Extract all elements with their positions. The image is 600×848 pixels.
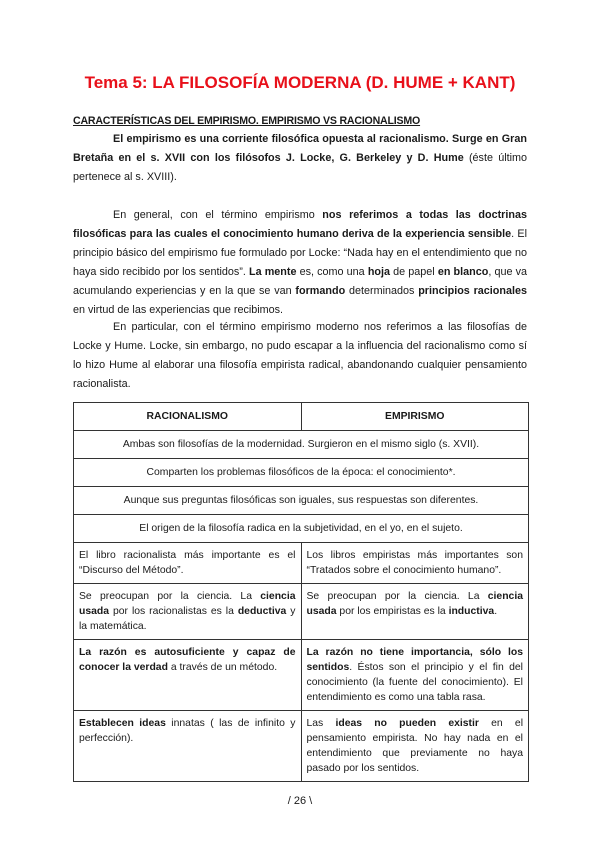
racionalismo-cell (74, 543, 302, 584)
bold-text: en blanco (437, 266, 489, 278)
section-heading: CARACTERÍSTICAS DEL EMPIRISMO. EMPIRISMO VS RACIONALISMO (73, 115, 421, 127)
text-segment: (éste último pertenece al s. XVIII). (73, 152, 527, 183)
text-segment: en el pensamiento empirista. No hay nada en el entendimiento que previamente no haya pasado por los sentidos. (306, 718, 524, 774)
bold-text: Establecen (79, 718, 140, 729)
bold-text: La razón no tiene importancia, sólo los sentidos (306, 647, 523, 673)
bold-text: deductiva (237, 606, 287, 617)
page-number: / 26 \ (287, 795, 313, 807)
text-segment: En particular, con el término empirismo moderno nos referimos a las filosofías de Locke y Hume. Locke, sin embargo, no pudo escapar a la influencia del racionalismo como sí lo hizo Hume al elaborar una filosofía empirista radical, abandonando cualquier pensamiento racionalista. (73, 321, 527, 390)
text-segment: Se preocupan por la ciencia. La (306, 591, 488, 602)
bold-text: hoja (367, 266, 391, 278)
text-segment: Las (306, 718, 336, 729)
text-segment: El libro racionalista más importante es el “Discurso del Método”. (79, 550, 296, 576)
page-title: Tema 5: LA FILOSOFÍA MODERNA (D. HUME + KANT) (84, 73, 516, 92)
paragraph (73, 130, 527, 187)
bold-text: inductiva (448, 606, 495, 617)
text-segment: por los empiristas es la (336, 606, 449, 617)
comparison-table (73, 402, 529, 782)
shared-cell: Ambas son filosofías de la modernidad. Surgieron en el mismo siglo (s. XVII). (74, 431, 529, 459)
bold-text: El empirismo es una corriente filosófica opuesta al racionalismo. Surge en Gran Bretaña en el s. XVII con los filósofos J. Locke, G. Berkeley y D. Hume (73, 133, 527, 164)
racionalismo-cell (74, 711, 302, 782)
bold-text: ideas (139, 718, 166, 729)
column-header-empirismo: EMPIRISMO (301, 403, 529, 431)
table-row (74, 640, 529, 711)
text-segment: , que va acumulando experiencias y en la que se van (73, 266, 527, 297)
text-segment: innatas ( las de infinito y perfección). (79, 718, 296, 744)
text-segment: Se preocupan por la ciencia. La (79, 591, 261, 602)
text-segment: y la matemática. (79, 606, 296, 632)
shared-cell: Comparten los problemas filosóficos de la época: el conocimiento*. (74, 459, 529, 487)
text-segment: es, como una (296, 266, 368, 278)
text-segment: de papel (390, 266, 438, 278)
bold-text: La razón es autosuficiente y capaz de conocer la verdad (79, 647, 296, 673)
text-segment: en virtud de las experiencias que recibimos. (73, 304, 284, 316)
table-row (74, 584, 529, 640)
shared-cell: El origen de la filosofía radica en la subjetividad, en el yo, en el sujeto. (74, 515, 529, 543)
racionalismo-cell (74, 640, 302, 711)
text-segment: En general, con el término empirismo (113, 209, 323, 221)
empirismo-cell (301, 584, 529, 640)
table-row (74, 711, 529, 782)
table-row (74, 487, 529, 515)
bold-text: nos referimos a todas las doctrinas filosóficas para las cuales el conocimiento humano deriva de la experiencia sensible (73, 209, 527, 240)
bold-text: ciencia usada (306, 591, 523, 617)
table-row (74, 459, 529, 487)
column-header-racionalismo: RACIONALISMO (74, 403, 302, 431)
paragraph (73, 206, 527, 320)
bold-text: principios racionales (418, 285, 527, 297)
paragraph (73, 318, 527, 394)
text-segment: a través de un método. (167, 662, 278, 673)
text-segment: . Éstos son el principio y el fin del conocimiento (la fuente del conocimiento). El entendimiento es como una tabla rasa. (306, 662, 523, 703)
racionalismo-cell (74, 584, 302, 640)
bold-text: formando (295, 285, 346, 297)
table-row (74, 515, 529, 543)
empirismo-cell (301, 711, 529, 782)
table-row (74, 543, 529, 584)
bold-text: La mente (248, 266, 297, 278)
text-segment: por los racionalistas es la (109, 606, 238, 617)
text-segment: . (494, 606, 498, 617)
bold-text: ciencia usada (79, 591, 296, 617)
text-segment: determinados (345, 285, 419, 297)
text-segment: . El principio básico del empirismo fue formulado por Locke: “Nada hay en el entendimiento que no haya sido recibido por los sentidos”. (73, 228, 527, 278)
table-row (74, 431, 529, 459)
shared-cell: Aunque sus preguntas filosóficas son iguales, sus respuestas son diferentes. (74, 487, 529, 515)
empirismo-cell (301, 640, 529, 711)
text-segment: Los libros empiristas más importantes son “Tratados sobre el conocimiento humano”. (306, 550, 523, 576)
empirismo-cell (301, 543, 529, 584)
bold-text: ideas no pueden existir (335, 718, 479, 729)
